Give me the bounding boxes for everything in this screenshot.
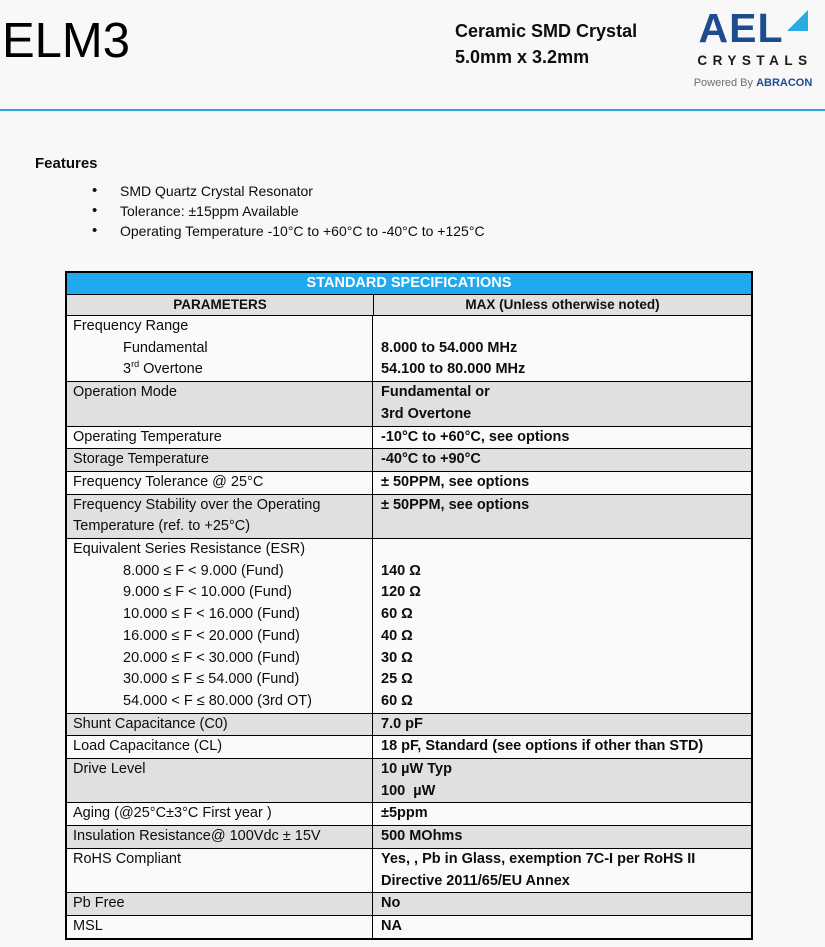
- param-line: Aging (@25°C±3°C First year ): [73, 805, 272, 822]
- logo-crystals-text: CRYSTALS: [697, 53, 813, 68]
- value-cell: [373, 382, 751, 425]
- param-cell: [67, 916, 373, 938]
- table-row: [67, 893, 751, 916]
- table-row: [67, 495, 751, 539]
- value-line: 25 Ω: [381, 671, 413, 688]
- table-row: [67, 316, 751, 382]
- value-line: ± 50PPM, see options: [381, 496, 530, 513]
- value-line: ± 50PPM, see options: [381, 473, 530, 490]
- value-line: 100 µW: [381, 782, 436, 799]
- table-row: [67, 539, 751, 714]
- features-section: [35, 155, 485, 241]
- spec-table-title: STANDARD SPECIFICATIONS: [67, 273, 751, 295]
- value-cell: [373, 714, 751, 736]
- value-cell: [373, 472, 751, 494]
- value-cell: [373, 826, 751, 848]
- param-line: Operation Mode: [73, 384, 177, 401]
- param-line: Fundamental: [123, 339, 208, 356]
- value-line: Fundamental or: [381, 384, 490, 401]
- logo-triangle-icon: [787, 10, 808, 31]
- feature-item: • Tolerance: ±15ppm Available: [120, 201, 485, 221]
- param-line: Frequency Range: [73, 318, 189, 334]
- value-cell: [373, 449, 751, 471]
- table-row: [67, 449, 751, 472]
- value-line: 54.100 to 80.000 MHz: [381, 361, 526, 378]
- value-line: ±5ppm: [381, 805, 428, 822]
- table-row: [67, 736, 751, 759]
- value-line: 140 Ω: [381, 562, 421, 579]
- table-row: [67, 714, 751, 737]
- value-line: 10 µW Typ: [381, 761, 452, 778]
- ael-crystals-logo: [684, 5, 822, 89]
- features-heading: Features: [35, 155, 98, 172]
- value-line: 3rd Overtone: [381, 405, 472, 422]
- param-line: Pb Free: [73, 895, 125, 912]
- value-line: 60 Ω: [381, 692, 413, 709]
- param-line: 3rd Overtone: [123, 359, 203, 378]
- spec-table-header-row: [67, 295, 751, 316]
- abracon-brand-text: ABRACON: [756, 77, 813, 89]
- value-line: -10°C to +60°C, see options: [381, 428, 570, 445]
- table-row: [67, 382, 751, 426]
- value-line: Directive 2011/65/EU Annex: [381, 872, 570, 889]
- param-line: 16.000 ≤ F < 20.000 (Fund): [123, 627, 300, 644]
- column-header-max: MAX (Unless otherwise noted): [373, 295, 751, 315]
- param-line: Insulation Resistance@ 100Vdc ± 15V: [73, 828, 321, 845]
- value-line: 500 MOhms: [381, 828, 463, 845]
- feature-item: • Operating Temperature -10°C to +60°C to -40°C to +125°C: [120, 221, 485, 241]
- param-line: 30.000 ≤ F ≤ 54.000 (Fund): [123, 671, 300, 688]
- value-line: 7.0 pF: [381, 715, 423, 732]
- page-header: [0, 0, 825, 110]
- table-row: [67, 472, 751, 495]
- part-number: ELM3: [2, 14, 131, 68]
- value-cell: [373, 427, 751, 449]
- value-line: [381, 316, 745, 338]
- value-cell: [373, 539, 751, 713]
- param-cell: [67, 893, 373, 915]
- param-line: RoHS Compliant: [73, 850, 181, 867]
- param-line: 9.000 ≤ F < 10.000 (Fund): [123, 584, 292, 601]
- value-cell: [373, 736, 751, 758]
- value-line: [381, 539, 745, 561]
- value-cell: [373, 916, 751, 938]
- table-row: [67, 849, 751, 893]
- product-title-line1: Ceramic SMD Crystal: [455, 21, 638, 41]
- product-title-line2: 5.0mm x 3.2mm: [455, 47, 590, 67]
- param-line: Operating Temperature: [73, 428, 222, 445]
- param-line: Load Capacitance (CL): [73, 738, 223, 755]
- value-line: 120 Ω: [381, 584, 421, 601]
- param-line: Shunt Capacitance (C0): [73, 715, 228, 732]
- param-cell: [67, 736, 373, 758]
- value-line: NA: [381, 917, 402, 934]
- param-cell: [67, 803, 373, 825]
- product-title: [455, 18, 637, 70]
- feature-item: • SMD Quartz Crystal Resonator: [120, 181, 485, 201]
- param-line: 8.000 ≤ F < 9.000 (Fund): [123, 562, 284, 579]
- spec-table-rows: [67, 316, 751, 938]
- value-cell: [373, 803, 751, 825]
- table-row: [67, 826, 751, 849]
- param-cell: [67, 714, 373, 736]
- value-line: 18 pF, Standard (see options if other than STD): [381, 738, 704, 755]
- logo-brand-text: AEL: [698, 5, 784, 51]
- param-cell: [67, 826, 373, 848]
- table-row: [67, 759, 751, 803]
- value-cell: [373, 893, 751, 915]
- value-cell: [373, 759, 751, 802]
- features-list: [35, 181, 485, 241]
- param-line: 10.000 ≤ F < 16.000 (Fund): [123, 606, 300, 623]
- value-line: -40°C to +90°C: [381, 451, 481, 468]
- value-cell: [373, 495, 751, 538]
- column-header-parameters: PARAMETERS: [173, 297, 267, 312]
- table-row: [67, 803, 751, 826]
- param-cell: [67, 316, 373, 381]
- value-line: No: [381, 895, 401, 912]
- powered-by-line: [684, 77, 822, 89]
- param-cell: [67, 449, 373, 471]
- value-line: 40 Ω: [381, 627, 413, 644]
- value-line: Yes, , Pb in Glass, exemption 7C-I per RoHS II: [381, 850, 696, 867]
- param-cell: [67, 759, 373, 802]
- param-line: Equivalent Series Resistance (ESR): [73, 541, 306, 558]
- logo-brand-row: [684, 5, 822, 51]
- param-line: Temperature (ref. to +25°C): [73, 518, 251, 535]
- powered-by-text: Powered By: [693, 77, 757, 89]
- value-cell: [373, 316, 751, 381]
- param-line: Storage Temperature: [73, 451, 209, 468]
- value-line: 60 Ω: [381, 606, 413, 623]
- header-divider-line: [0, 109, 825, 111]
- param-line: 20.000 ≤ F < 30.000 (Fund): [123, 649, 300, 666]
- param-cell: [67, 427, 373, 449]
- param-line: Frequency Stability over the Operating: [73, 496, 321, 513]
- param-cell: [67, 382, 373, 425]
- value-line: 30 Ω: [381, 649, 413, 666]
- param-line: Frequency Tolerance @ 25°C: [73, 473, 264, 490]
- param-line: 54.000 < F ≤ 80.000 (3rd OT): [123, 692, 312, 709]
- param-line: MSL: [73, 917, 103, 934]
- param-cell: [67, 495, 373, 538]
- table-row: [67, 916, 751, 938]
- spec-table: [65, 271, 753, 940]
- param-cell: [67, 472, 373, 494]
- value-cell: [373, 849, 751, 892]
- table-row: [67, 427, 751, 450]
- value-line: 8.000 to 54.000 MHz: [381, 339, 518, 356]
- param-cell: [67, 849, 373, 892]
- param-line: Drive Level: [73, 761, 146, 778]
- param-cell: [67, 539, 373, 713]
